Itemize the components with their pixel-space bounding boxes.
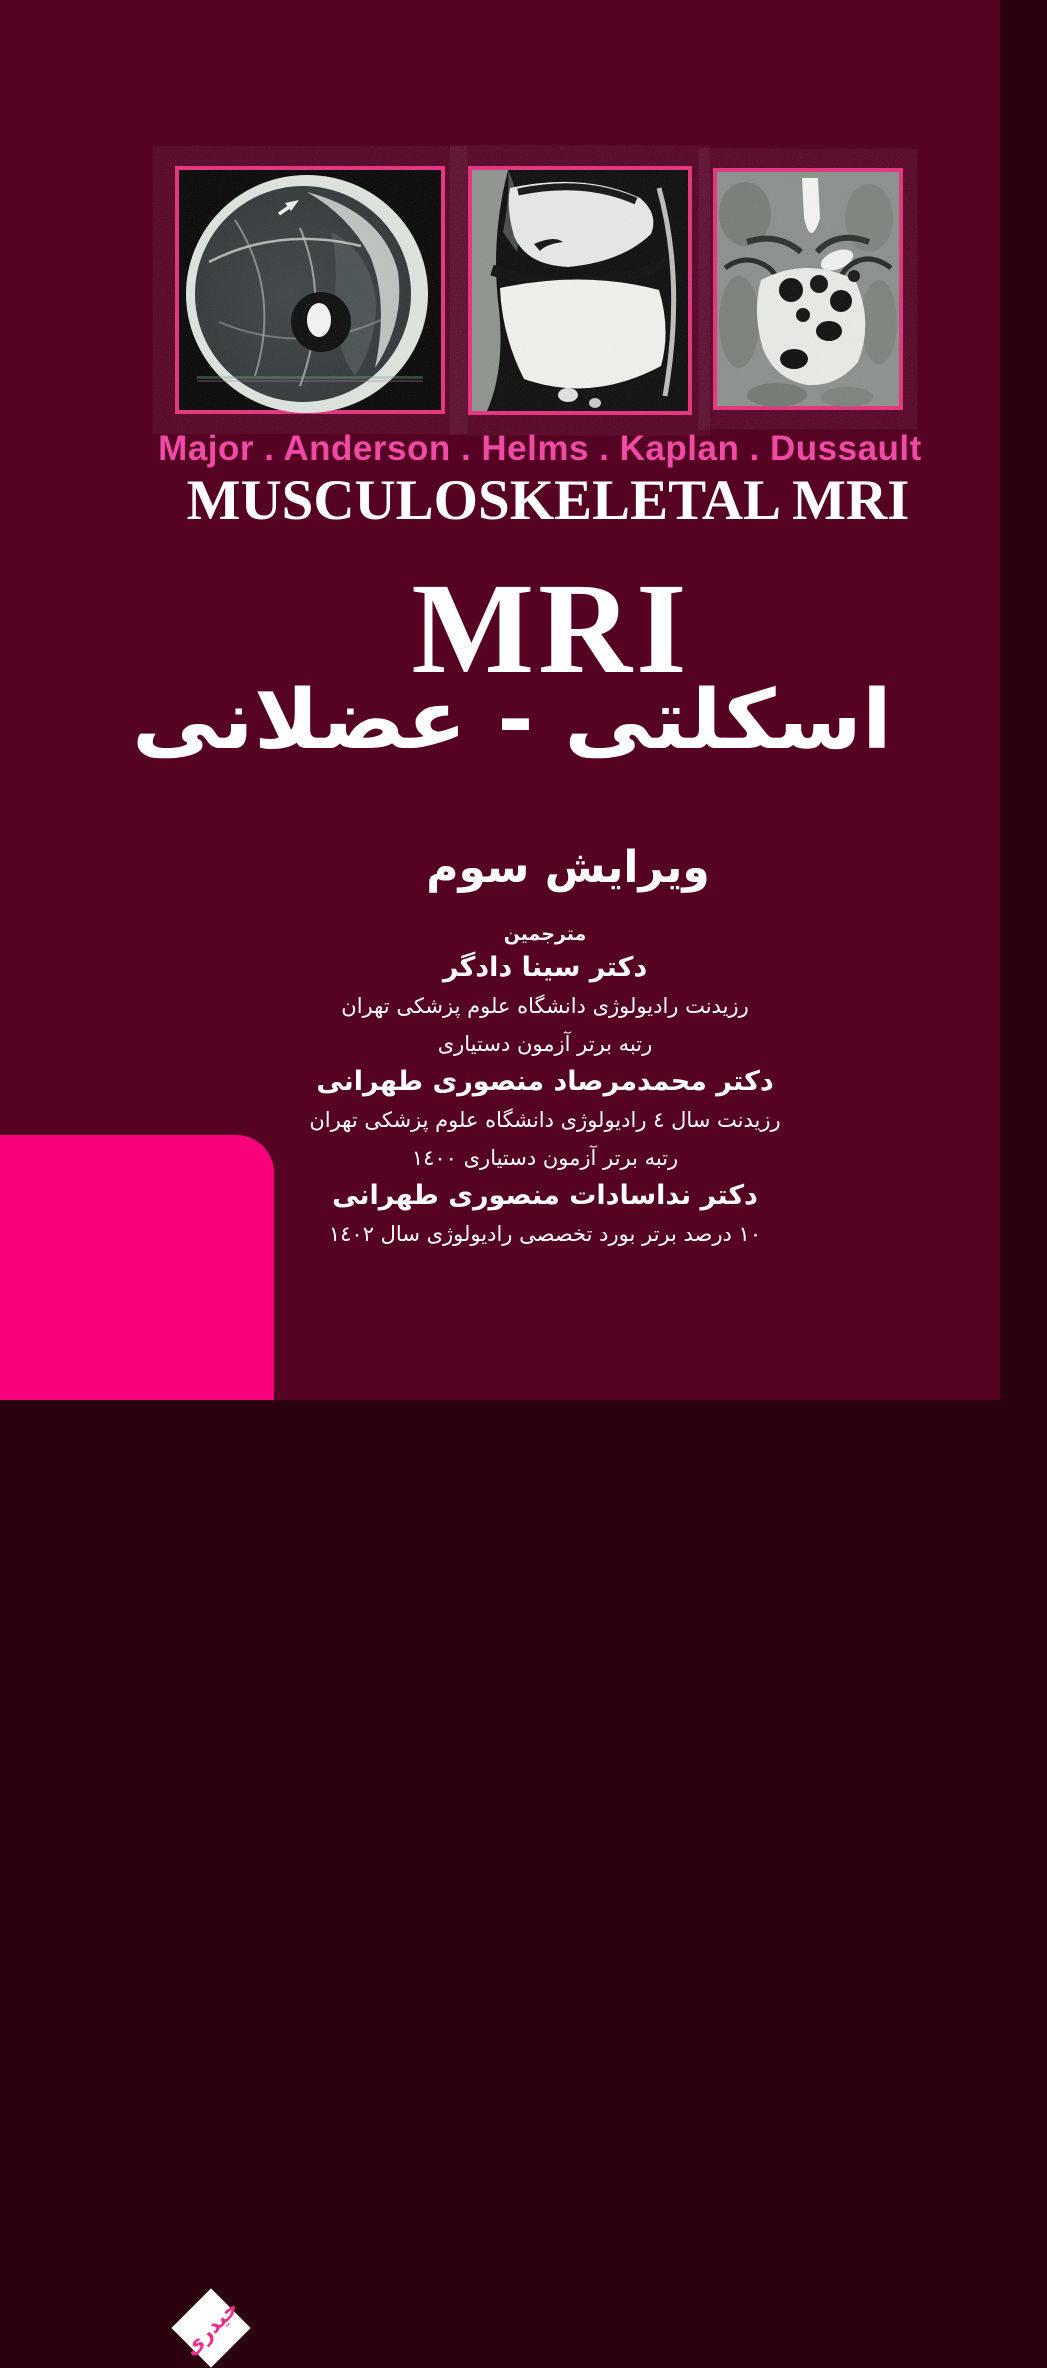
translators-heading: مترجمین	[503, 923, 587, 945]
mri-panel-coronal-pelvis	[713, 168, 903, 410]
mri-panel-sagittal-knee	[468, 166, 692, 415]
sagittal-knee-mri-image	[472, 170, 688, 411]
translator-credential: رتبه برتر آزمون دستیاری ١٤٠٠	[411, 1146, 679, 1170]
translator-name: دکتر سینا دادگر	[442, 952, 648, 983]
mri-panel-axial-thigh	[175, 166, 445, 414]
translator-name: دکتر محمدمرصاد منصوری طهرانی	[316, 1066, 774, 1097]
translator-credential: رزیدنت سال ٤ رادیولوژی دانشگاه علوم پزشکی تهران	[309, 1108, 781, 1132]
publisher-logo-text: حیدری	[178, 2295, 244, 2361]
axial-thigh-mri-image	[179, 170, 441, 410]
publisher-color-block	[0, 1135, 274, 2361]
english-title: MUSCULOSKELETAL MRI	[186, 469, 910, 532]
translator-name: دکتر نداسادات منصوری طهرانی	[332, 1180, 758, 1211]
translator-credential: رزیدنت رادیولوژی دانشگاه علوم پزشکی تهران	[341, 994, 749, 1018]
translator-credential: ١٠ درصد برتر بورد تخصصی رادیولوژی سال ١٤٠٢	[328, 1222, 762, 1246]
main-title-latin: MRI	[411, 557, 691, 701]
edition-label: ویرایش سوم	[426, 842, 710, 893]
coronal-pelvis-mri-image	[717, 172, 899, 406]
main-title-persian: اسکلتی - عضلانی	[131, 673, 893, 768]
translator-credential: رتبه برتر آزمون دستیاری	[437, 1032, 653, 1056]
authors-line: Major . Anderson . Helms . Kaplan . Dussault	[158, 429, 922, 468]
